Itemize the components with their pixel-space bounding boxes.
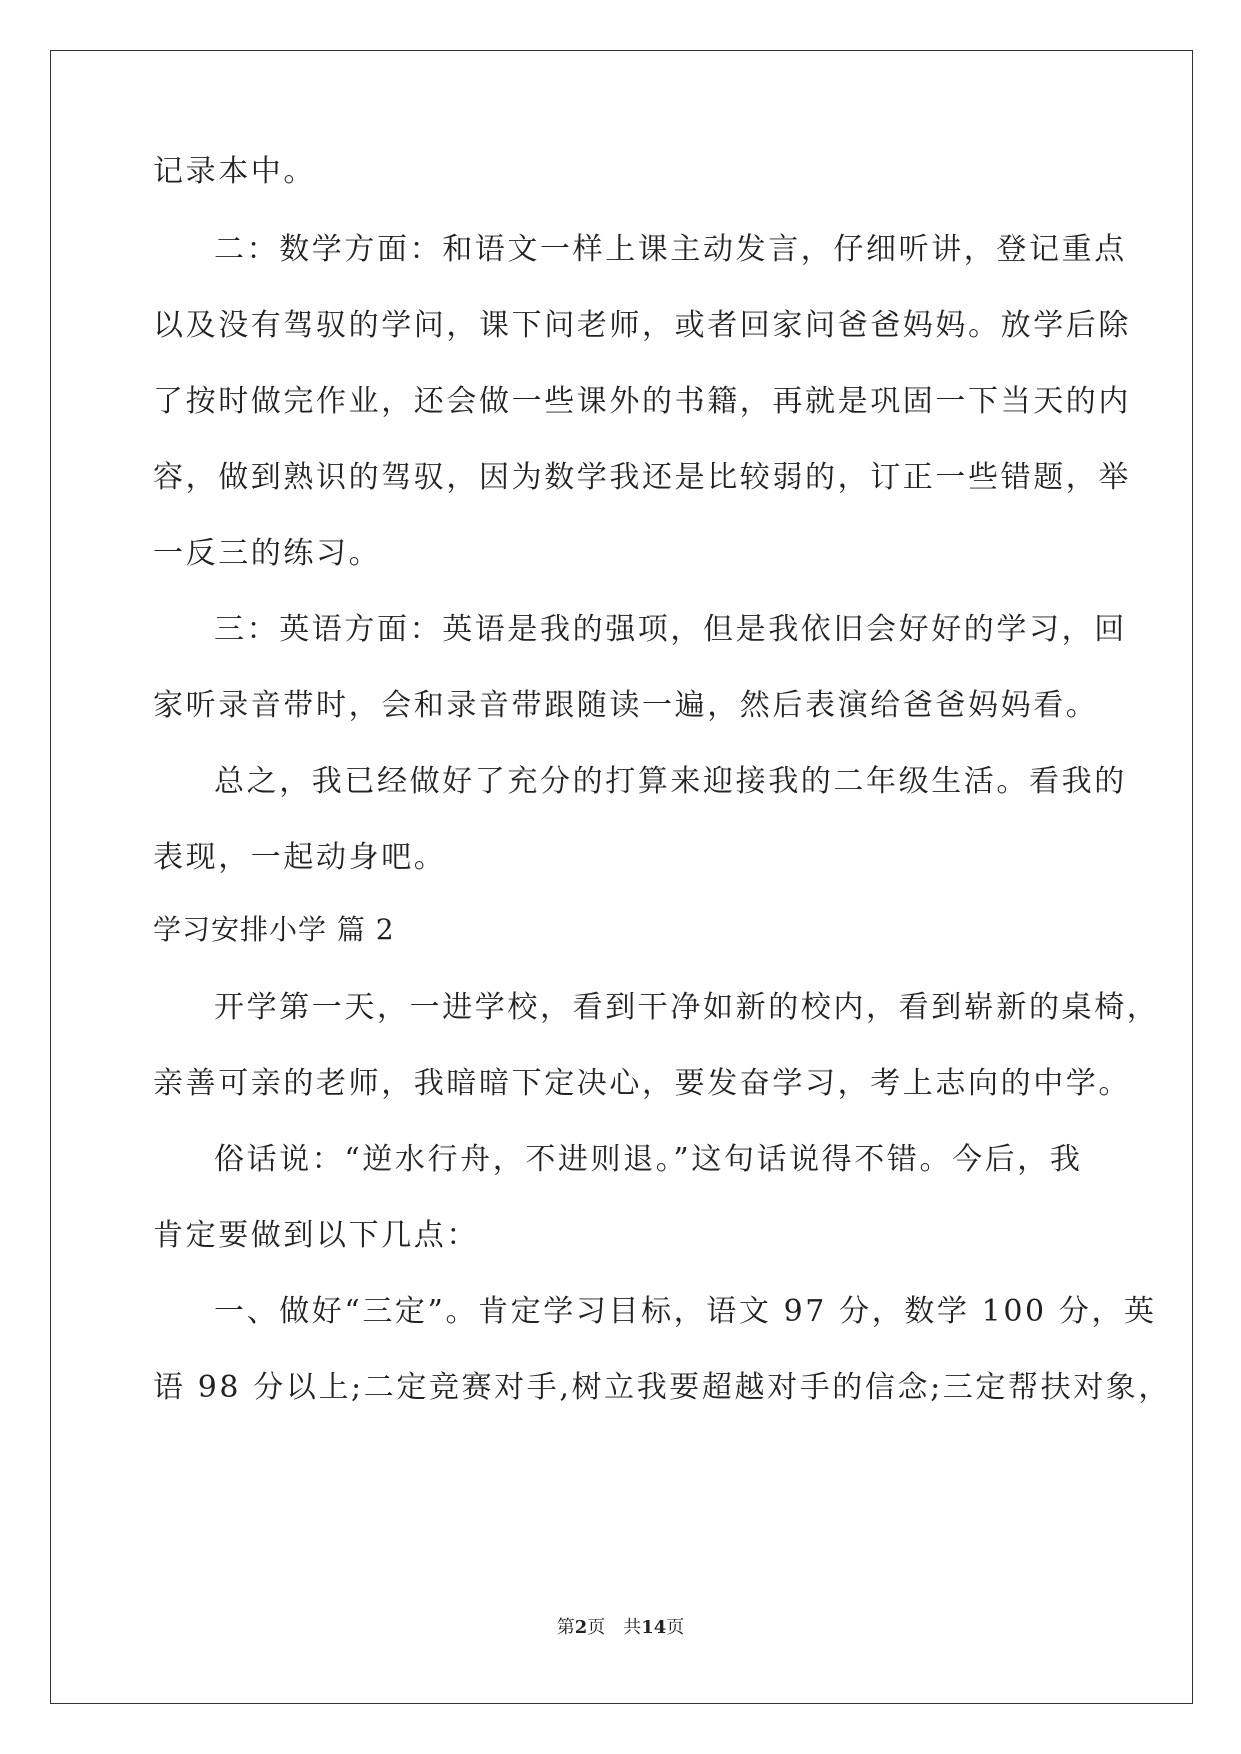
text-line: 二：数学方面：和语文一样上课主动发言，仔细听讲，登记重点 xyxy=(214,232,1127,267)
text-line: 家听录音带时，会和录音带跟随读一遍，然后表演给爸爸妈妈看。 xyxy=(153,688,1099,723)
text-line: 容，做到熟识的驾驭，因为数学我还是比较弱的，订正一些错题，举 xyxy=(153,460,1131,495)
text-line: 一、做好“三定”。肯定学习目标，语文 97 分，数学 100 分，英 xyxy=(214,1294,1157,1329)
footer-prefix: 第 xyxy=(556,1617,575,1638)
section-heading: 学习安排小学 篇 2 xyxy=(153,913,395,946)
text-line: 俗话说：“逆水行舟，不进则退。”这句话说得不错。今后，我 xyxy=(214,1142,1083,1177)
text-line: 开学第一天，一进学校，看到干净如新的校内，看到崭新的桌椅， xyxy=(214,990,1160,1025)
total-page-number: 14 xyxy=(641,1617,667,1638)
text-line: 一反三的练习。 xyxy=(153,536,382,571)
text-line: 肯定要做到以下几点： xyxy=(153,1218,479,1253)
text-line: 亲善可亲的老师，我暗暗下定决心，要发奋学习，考上志向的中学。 xyxy=(153,1066,1131,1101)
page-footer xyxy=(0,1616,1241,1640)
text-line: 了按时做完作业，还会做一些课外的书籍，再就是巩固一下当天的内 xyxy=(153,384,1131,419)
text-line: 三：英语方面：英语是我的强项，但是我依旧会好好的学习，回 xyxy=(214,612,1127,647)
text-line: 总之，我已经做好了充分的打算来迎接我的二年级生活。看我的 xyxy=(214,764,1127,799)
footer-suffix: 页 xyxy=(666,1617,685,1638)
footer-mid: 页 共 xyxy=(587,1617,642,1638)
text-line: 表现，一起动身吧。 xyxy=(153,840,447,875)
text-line: 记录本中。 xyxy=(153,154,316,189)
text-line: 以及没有驾驭的学问，课下问老师，或者回家问爸爸妈妈。放学后除 xyxy=(153,308,1131,343)
current-page-number: 2 xyxy=(574,1617,588,1638)
text-line: 语 98 分以上;二定竞赛对手,树立我要超越对手的信念;三定帮扶对象， xyxy=(153,1370,1171,1405)
